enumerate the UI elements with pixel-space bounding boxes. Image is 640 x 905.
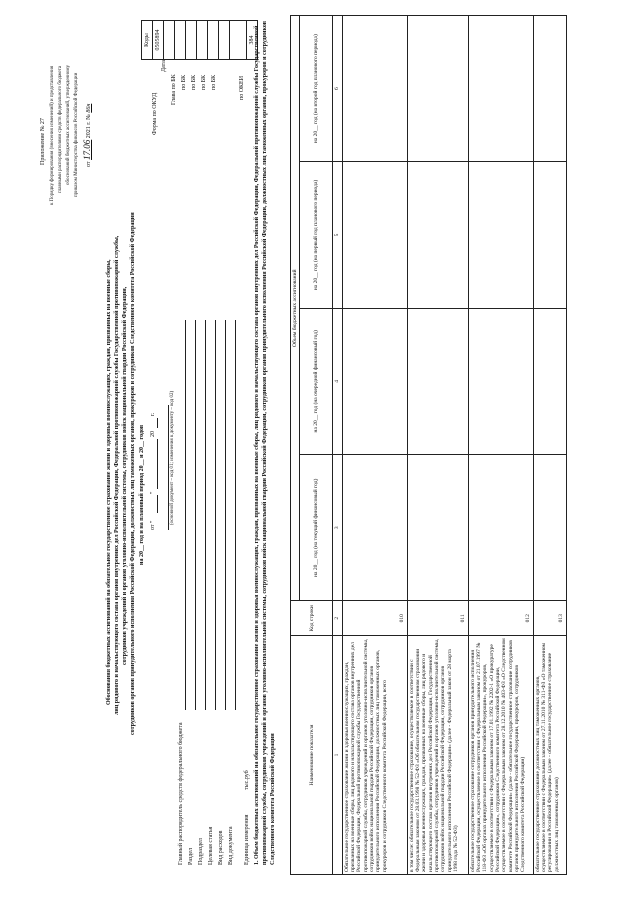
- num-6: 6: [333, 16, 342, 162]
- header-col-5: на 20__ год (на первый год планового периода): [300, 162, 333, 308]
- codes-value-2: [175, 21, 186, 60]
- cell-011-5: [407, 162, 468, 308]
- codes-row-label-5: по БК: [201, 74, 207, 90]
- cell-012-5: [468, 162, 533, 308]
- table-row: [407, 16, 468, 875]
- header-code: Код строки: [291, 601, 333, 636]
- header-col-4: на 20__ год (на очередной финансовый год): [300, 308, 333, 454]
- codes-row-label-1: Дата: [161, 60, 167, 72]
- codes-row-label-0: Форма по ОКУД: [152, 92, 158, 135]
- header-col-6: на 20__ год (на второй год планового периода): [300, 16, 333, 162]
- section-title: 1. Объем бюджетных ассигнований на обязательное государственное страхование жизни и здоровья военнослужащих, граждан, призванных на военные сборы, лиц рядового и начальствующего состава органов внутренних дел Российской Федерации, Федеральной противопожарной службы Государственной противопожарной службы, сотрудников учреждений и органов уголовно-исполнительной системы, сотрудников войск национальной гвардии Российской Федерации, сотрудников органов принудительного исполнения Российской Федерации, должностных лиц таможенных органов, прокуроров и сотрудников Следственного комитета Российской Федерации: [254, 21, 276, 865]
- row-code-012: 012: [468, 601, 533, 636]
- appendix-title: Приложение № 27: [40, 118, 46, 165]
- row-code-011: 011: [407, 601, 468, 636]
- codes-value-4: [197, 21, 208, 60]
- header-volume: Объем бюджетных ассигнований: [291, 16, 300, 602]
- num-3: 3: [333, 455, 342, 601]
- row-name-012: обязательное государственное страхование сотрудников органов принудительного исполнения Российской Федерации, осуществляемое в соответствии с Федеральным законом от 21.07.1997 № 118-ФЗ «Об органах принудительного исполнения Российской Федерации», прокуроров, осуществляемое в соответствии с Федеральным законом от 17.01.1992 № 2202-1 «О прокуратуре Российской Федерации», сотрудников Следственного комитета Российской Федерации, осуществляемое в соответствии с Федеральным законом от 28.12.2010 № 403-ФЗ «О Следственном комитете Российской Федерации» (далее - обязательное государственное страхование сотрудников органов принудительного исполнения Российской Федерации, прокуроров, сотрудников Следственного комитета Российской Федерации): [468, 636, 533, 875]
- field-edinica: Единица измерения: [244, 814, 250, 865]
- field-vid-dokumenta: Вид документа: [228, 826, 234, 865]
- header-name: Наименование показателя: [291, 636, 333, 875]
- heading-line-4: сотрудников органов принудительного исполнения Российской Федерации, должностных лиц таможенных органов, прокуроров и сотрудников Следственного комитета Российской Федерации: [130, 212, 136, 735]
- field-grbs: Главный распорядитель средств федерального бюджета: [178, 722, 184, 865]
- row-name-010: Обязательное государственное страхование жизни и здоровья военнослужащих, граждан, призванных на военные сборы, лиц рядового и начальствующего состава органов внутренних дел Российской Федерации, Федеральной противопожарной службы Государственной противопожарной службы, сотрудников учреждений и органов уголовно-исполнительной системы, сотрудников войск национальной гвардии Российской Федерации, сотрудников органов принудительного исполнения Российской Федерации, должностных лиц таможенных органов, прокуроров и сотрудников Следственного комитета Российской Федерации, всего: [342, 636, 407, 875]
- cell-010-6: [342, 16, 407, 162]
- appendix-date-row: от 17.06 2021 г. № 86н: [82, 103, 92, 167]
- cell-011-3: [407, 455, 468, 601]
- cell-012-4: [468, 308, 533, 454]
- codes-value-okei: 384: [247, 21, 258, 60]
- codes-table: [141, 20, 258, 60]
- row-name-013: обязательное государственное страхование должностных лиц таможенных органов, осуществляемое в соответствии с Федеральным законом от 27.11.2010 № 311-ФЗ «О таможенном регулировании в Российской Федерации» (далее - обязательное государственное страхование должностных лиц таможенных органов): [533, 636, 566, 875]
- cell-012-6: [468, 16, 533, 162]
- document-date-from: от ": [150, 520, 156, 530]
- header-col-3: на 20__ год (на текущий финансовый год): [300, 455, 333, 601]
- cell-013-4: [533, 308, 566, 454]
- codes-value-5: [208, 21, 219, 60]
- num-4: 4: [333, 308, 342, 454]
- cell-010-4: [342, 308, 407, 454]
- appendix-line-3: обоснований бюджетных ассигнований, утвержденному: [66, 65, 71, 185]
- table-row: [342, 16, 407, 875]
- codes-row-label-8: по ОКЕИ: [239, 75, 245, 100]
- field-celevaya: Целевая статья: [208, 826, 214, 865]
- cell-013-6: [533, 16, 566, 162]
- appendix-line-4: приказом Министерства финансов Российской Федерации: [74, 72, 79, 197]
- row-code-010: 010: [342, 601, 407, 636]
- document-date-quote: ": [150, 491, 156, 494]
- cell-011-6: [407, 16, 468, 162]
- codes-value-3: [186, 21, 197, 60]
- codes-value-6: [219, 21, 230, 60]
- codes-value-date: [164, 21, 175, 60]
- codes-row-label-3: по БК: [181, 74, 187, 90]
- field-vid-rashodov: Вид расходов: [218, 830, 224, 865]
- cell-013-5: [533, 162, 566, 308]
- field-podrazdel: Подраздел: [198, 838, 204, 865]
- codes-header: Коды: [142, 21, 153, 60]
- table-row: [533, 16, 566, 875]
- document-date-year: 20: [150, 431, 156, 437]
- field-razdel: Раздел: [188, 848, 194, 865]
- num-2: 2: [333, 601, 342, 636]
- codes-row-label-4: по БК: [191, 74, 197, 90]
- codes-value-7: [230, 21, 247, 60]
- codes-row-label-6: по БК: [211, 74, 217, 90]
- document-date-g: г.: [150, 412, 156, 416]
- heading-line-1: Обоснования бюджетных ассигнований на обязательное государственное страхование жизни и здоровья военнослужащих, граждан, призванных на военные сборы,: [106, 259, 112, 705]
- heading-line-2: лиц рядового и начальствующего состава органов внутренних дел Российской Федерации, Федеральной противопожарной службы Государственной противопожарной службы,: [114, 235, 120, 715]
- num-1: 1: [333, 636, 342, 875]
- codes-row-label-2: Глава по БК: [171, 74, 177, 105]
- appendix-line-1: к Порядку формирования (внесения изменений) и представления: [50, 65, 55, 205]
- main-table: [290, 15, 567, 875]
- heading-period: на 20__ год и на плановый период 20__ и 20__ годов: [139, 424, 145, 565]
- row-name-011: в том числе: обязательное государственное страхование, осуществляемое в соответствии с Федеральным законом от 28.03.1998 № 52-ФЗ «Об обязательном государственном страховании жизни и здоровья военнослужащих, граждан, призванных на военные сборы, лиц рядового и начальствующего состава органов внутренних дел Российской Федерации, Государственной противопожарной службы, сотрудников учреждений и органов уголовно-исполнительной системы, сотрудников войск национальной гвардии Российской Федерации, сотрудников органов принудительного исполнения Российской Федерации» (далее - Федеральный закон от 28 марта 1998 года № 52-ФЗ): [407, 636, 468, 875]
- appendix-line-2: главными распорядителями средств федерального бюджета: [58, 65, 63, 193]
- codes-value-okud: 0505894: [153, 21, 164, 60]
- heading-line-3: сотрудников учреждений и органов уголовно-исполнительной системы, сотрудников войск национальной гвардии Российской Федерации,: [122, 286, 128, 665]
- cell-010-5: [342, 162, 407, 308]
- table-row: [468, 16, 533, 875]
- row-code-013: 013: [533, 601, 566, 636]
- cell-011-4: [407, 308, 468, 454]
- document-type-caption: (основной документ – код 01; изменения к документу – код 02): [170, 390, 175, 525]
- cell-013-3: [533, 455, 566, 601]
- field-unit-value: тыс.руб: [244, 770, 250, 790]
- cell-010-3: [342, 455, 407, 601]
- num-5: 5: [333, 162, 342, 308]
- cell-012-3: [468, 455, 533, 601]
